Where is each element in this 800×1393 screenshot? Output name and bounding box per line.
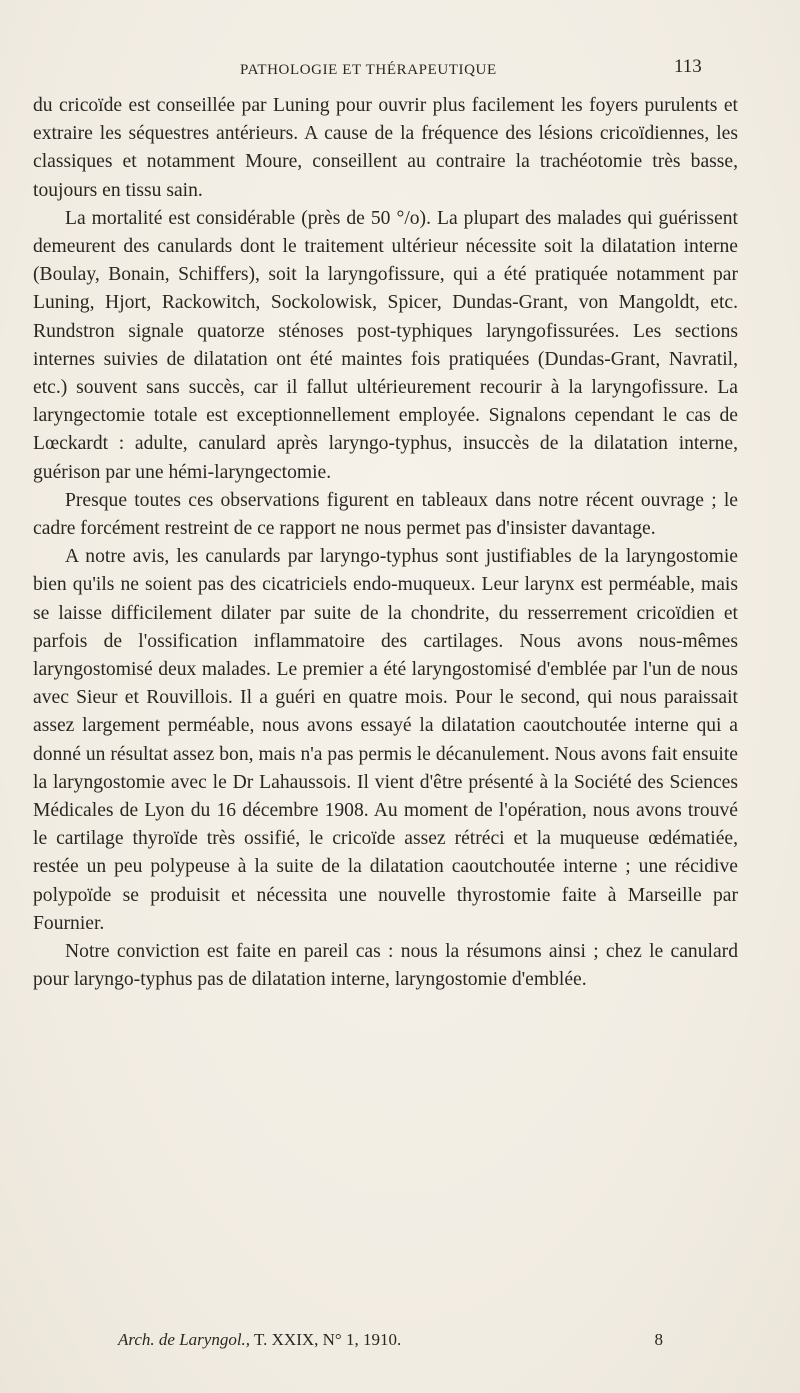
signature-mark: 8 (654, 1330, 663, 1349)
page-number: 113 (674, 56, 702, 77)
body-text (33, 92, 738, 995)
page-footer (118, 1330, 663, 1350)
paragraph-3: Presque toutes ces observations figurent en tableaux dans notre récent ouvrage ; le cadre forcément restreint de ce rapport ne nous permet pas d'insister davantage. (33, 489, 738, 540)
footer-citation (118, 1330, 401, 1350)
running-title: PATHOLOGIE ET THÉRAPEUTIQUE (240, 62, 497, 78)
paragraph-5: Notre conviction est faite en pareil cas : nous la résumons ainsi ; chez le canulard pour laryngo-typhus pas de dilatation interne, laryngostomie d'emblée. (33, 941, 738, 991)
paragraph-1: du cricoïde est conseillée par Luning pour ouvrir plus facilement les foyers purulents et extraire les séquestres antérieurs. A cause de la fréquence des lésions cricoïdiennes, les classiques et notamment Moure, conseillent au contraire la trachéotomie très basse, toujours en tissu sain. (33, 95, 738, 201)
paragraph-4: A notre avis, les canulards par laryngo-typhus sont justifiables de la laryngostomie bien qu'ils ne soient pas des cicatriciels endo-muqueux. Leur larynx est perméable, mais se laisse difficilement dilater par suite de la chondrite, du resserrement cricoïdien et parfois de l'ossification inflammatoire des cartilages. Nous avons nous-mêmes laryngostomisé deux malades. Le premier a été laryngostomisé d'emblée par l'un de nous avec Sieur et Rouvillois. Il a guéri en quatre mois. Pour le second, qui nous paraissait assez largement perméable, nous avons essayé la dilatation caoutchoutée interne qui a donné un résultat assez bon, mais n'a pas permis le décanulement. Nous avons fait ensuite la laryngostomie avec le Dr Lahaussois. Il vient d'être présenté à la Société des Sciences Médicales de Lyon du 16 décembre 1908. Au moment de l'opération, nous avons trouvé le cartilage thyroïde très ossifié, le cricoïde assez rétréci et la muqueuse œdématiée, restée un peu polypeuse à la suite de la dilatation caoutchoutée interne ; une récidive polypoïde se produisit et nécessita une nouvelle thyrostomie faite à Marseille par Fournier. (33, 546, 738, 934)
volume-info: T. XXIX, N° 1, 1910. (254, 1330, 402, 1349)
paragraph-2: La mortalité est considérable (près de 50 °/o). La plupart des malades qui guérissent demeurent des canulards dont le traitement ultérieur nécessite soit la dilatation interne (Boulay, Bonain, Schiffers), soit la laryngofissure, qui a été pratiquée notamment par Luning, Hjort, Rackowitch, Sockolowisk, Spicer, Dundas-Grant, von Mangoldt, etc. Rundstron signale quatorze sténoses post-typhiques laryngofissurées. Les sections internes suivies de dilatation ont été maintes fois pratiquées (Dundas-Grant, Navratil, etc.) souvent sans succès, car il fallut ultérieurement recourir à la laryngofissure. La laryngectomie totale est exceptionnellement employée. Signalons cependant le cas de Lœckardt : adulte, canulard après laryngo-typhus, insuccès de la dilatation interne, guérison par une hémi-laryngectomie. (33, 207, 738, 483)
journal-title: Arch. de Laryngol., (118, 1330, 251, 1349)
